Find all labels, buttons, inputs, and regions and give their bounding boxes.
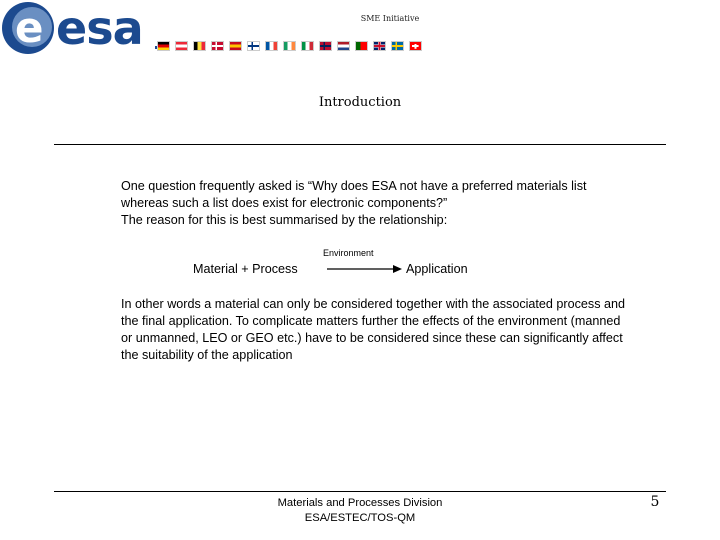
header-divider [54, 144, 666, 145]
relationship-label: Environment [323, 248, 374, 258]
intro-lead: The reason for this is best summarised by the relationship: [121, 213, 448, 227]
netherlands-flag [337, 41, 350, 51]
body-paragraph [121, 296, 626, 364]
switzerland-flag [409, 41, 422, 51]
germany-flag [157, 41, 170, 51]
finland-flag [247, 41, 260, 51]
footer-division: Materials and Processes Division [277, 497, 443, 509]
footer [220, 496, 500, 526]
member-state-flags [157, 41, 422, 53]
footer-department: ESA/ESTEC/TOS-QM [304, 512, 416, 524]
intro-question: One question frequently asked is “Why does ESA not have a preferred materials list whereas such a list does exist for electronic components?” [121, 179, 587, 210]
footer-divider [54, 491, 666, 492]
norway-flag [319, 41, 332, 51]
esa-logo [0, 0, 160, 60]
france-flag [265, 41, 278, 51]
relationship-left: Material + Process [193, 262, 298, 276]
portugal-flag [355, 41, 368, 51]
relationship-arrow [327, 264, 403, 274]
initiative-label: SME Initiative [360, 14, 420, 23]
italy-flag [301, 41, 314, 51]
esa-logo-letter: e [15, 3, 44, 52]
sweden-flag [391, 41, 404, 51]
esa-logo-text: esa [56, 1, 143, 55]
spain-flag [229, 41, 242, 51]
relationship-right: Application [406, 262, 468, 276]
denmark-flag [211, 41, 224, 51]
united-kingdom-flag [373, 41, 386, 51]
ireland-flag [283, 41, 296, 51]
intro-paragraph [121, 178, 626, 229]
page-number: 5 [650, 494, 660, 510]
belgium-flag [193, 41, 206, 51]
page-title: Introduction [318, 95, 402, 110]
esa-logo-mark [2, 2, 54, 54]
body-text: In other words a material can only be considered together with the associated process and the final application. To complicate matters further the effects of the environment (manned or unmanned, LEO or GEO etc.) have to be considered since these can significantly affect the suitability of the application [121, 297, 626, 362]
austria-flag [175, 41, 188, 51]
